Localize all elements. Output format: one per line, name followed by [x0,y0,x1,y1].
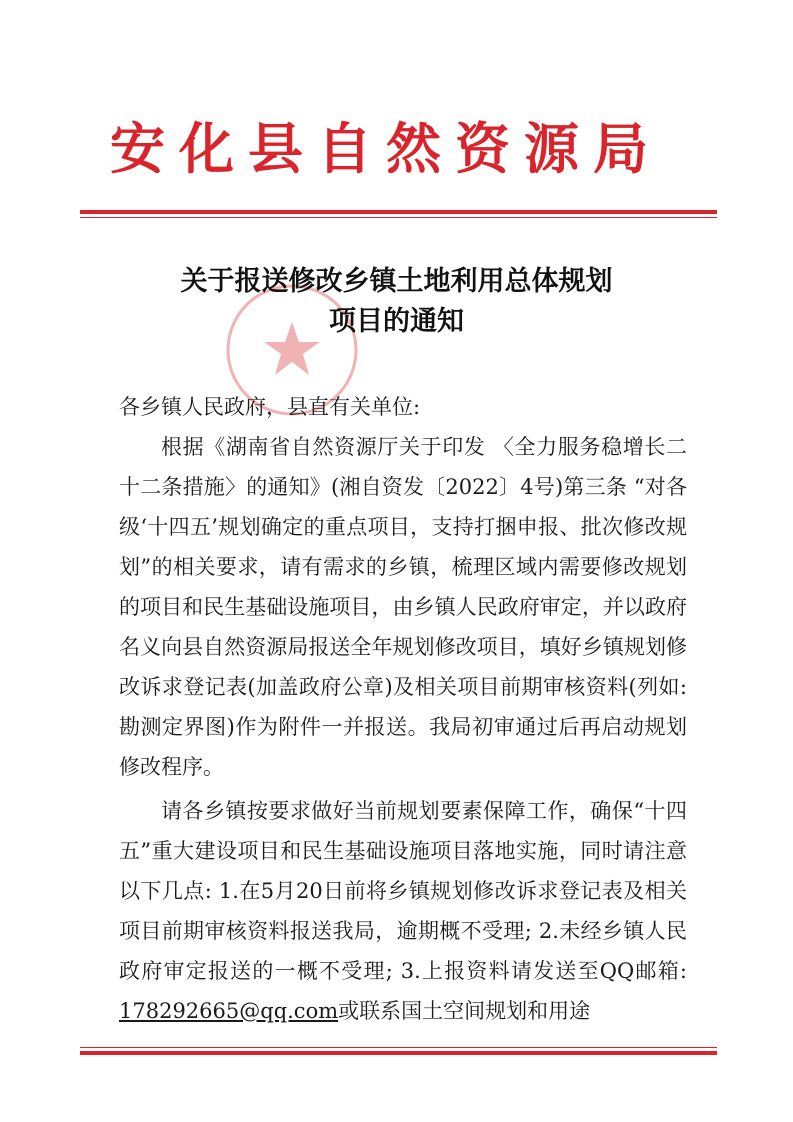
header-rule-thin [80,217,717,218]
footer-rule-thick [80,1051,717,1055]
title-line-1: 关于报送修改乡镇土地利用总体规划 [180,266,613,297]
salutation: 各乡镇人民政府，县直有关单位: [119,395,421,419]
document-body [119,387,687,1031]
document-title [100,262,693,342]
paragraph-2-text: 请各乡镇按要求做好当前规划要素保障工作，确保“十四五”重大建设项目和民生基础设施项目落地实施，同时请注意以下几点: 1.在5月20日前将乡镇规划修改诉求登记表及相关项目前期审核资料报送我局，逾期概不受理; 2.未经乡镇人民政府审定报送的一概不受理; 3.上报资料请发送至QQ邮箱: [119,799,687,983]
email-address: 178292665@qq.com [119,999,339,1023]
footer-rule-thin [80,1047,717,1048]
paragraph-2-tail: 或联系国土空间规划和用途 [338,999,591,1023]
header-rule-thick [80,210,717,214]
title-line-2: 项目的通知 [329,306,464,337]
paragraph-1: 根据《湖南省自然资源厅关于印发 〈全力服务稳增长二十二条措施〉的通知》(湘自资发〔2022〕4号)第三条 “对各级‘十四五’规划确定的重点项目，支持打捆申报、批次修改规划”的相关要求，请有需求的乡镇，梳理区域内需要修改规划的项目和民生基础设施项目，由乡镇人民政府审定，并以政府名义向县自然资源局报送全年规划修改项目，填好乡镇规划修改诉求登记表(加盖政府公章)及相关项目前期审核资料(列如: 勘测定界图)作为附件一并报送。我局初审通过后再启动规划修改程序。 [119,435,687,779]
letterhead-title: 安化县自然资源局 [110,117,663,181]
paragraph-2 [119,791,687,1031]
